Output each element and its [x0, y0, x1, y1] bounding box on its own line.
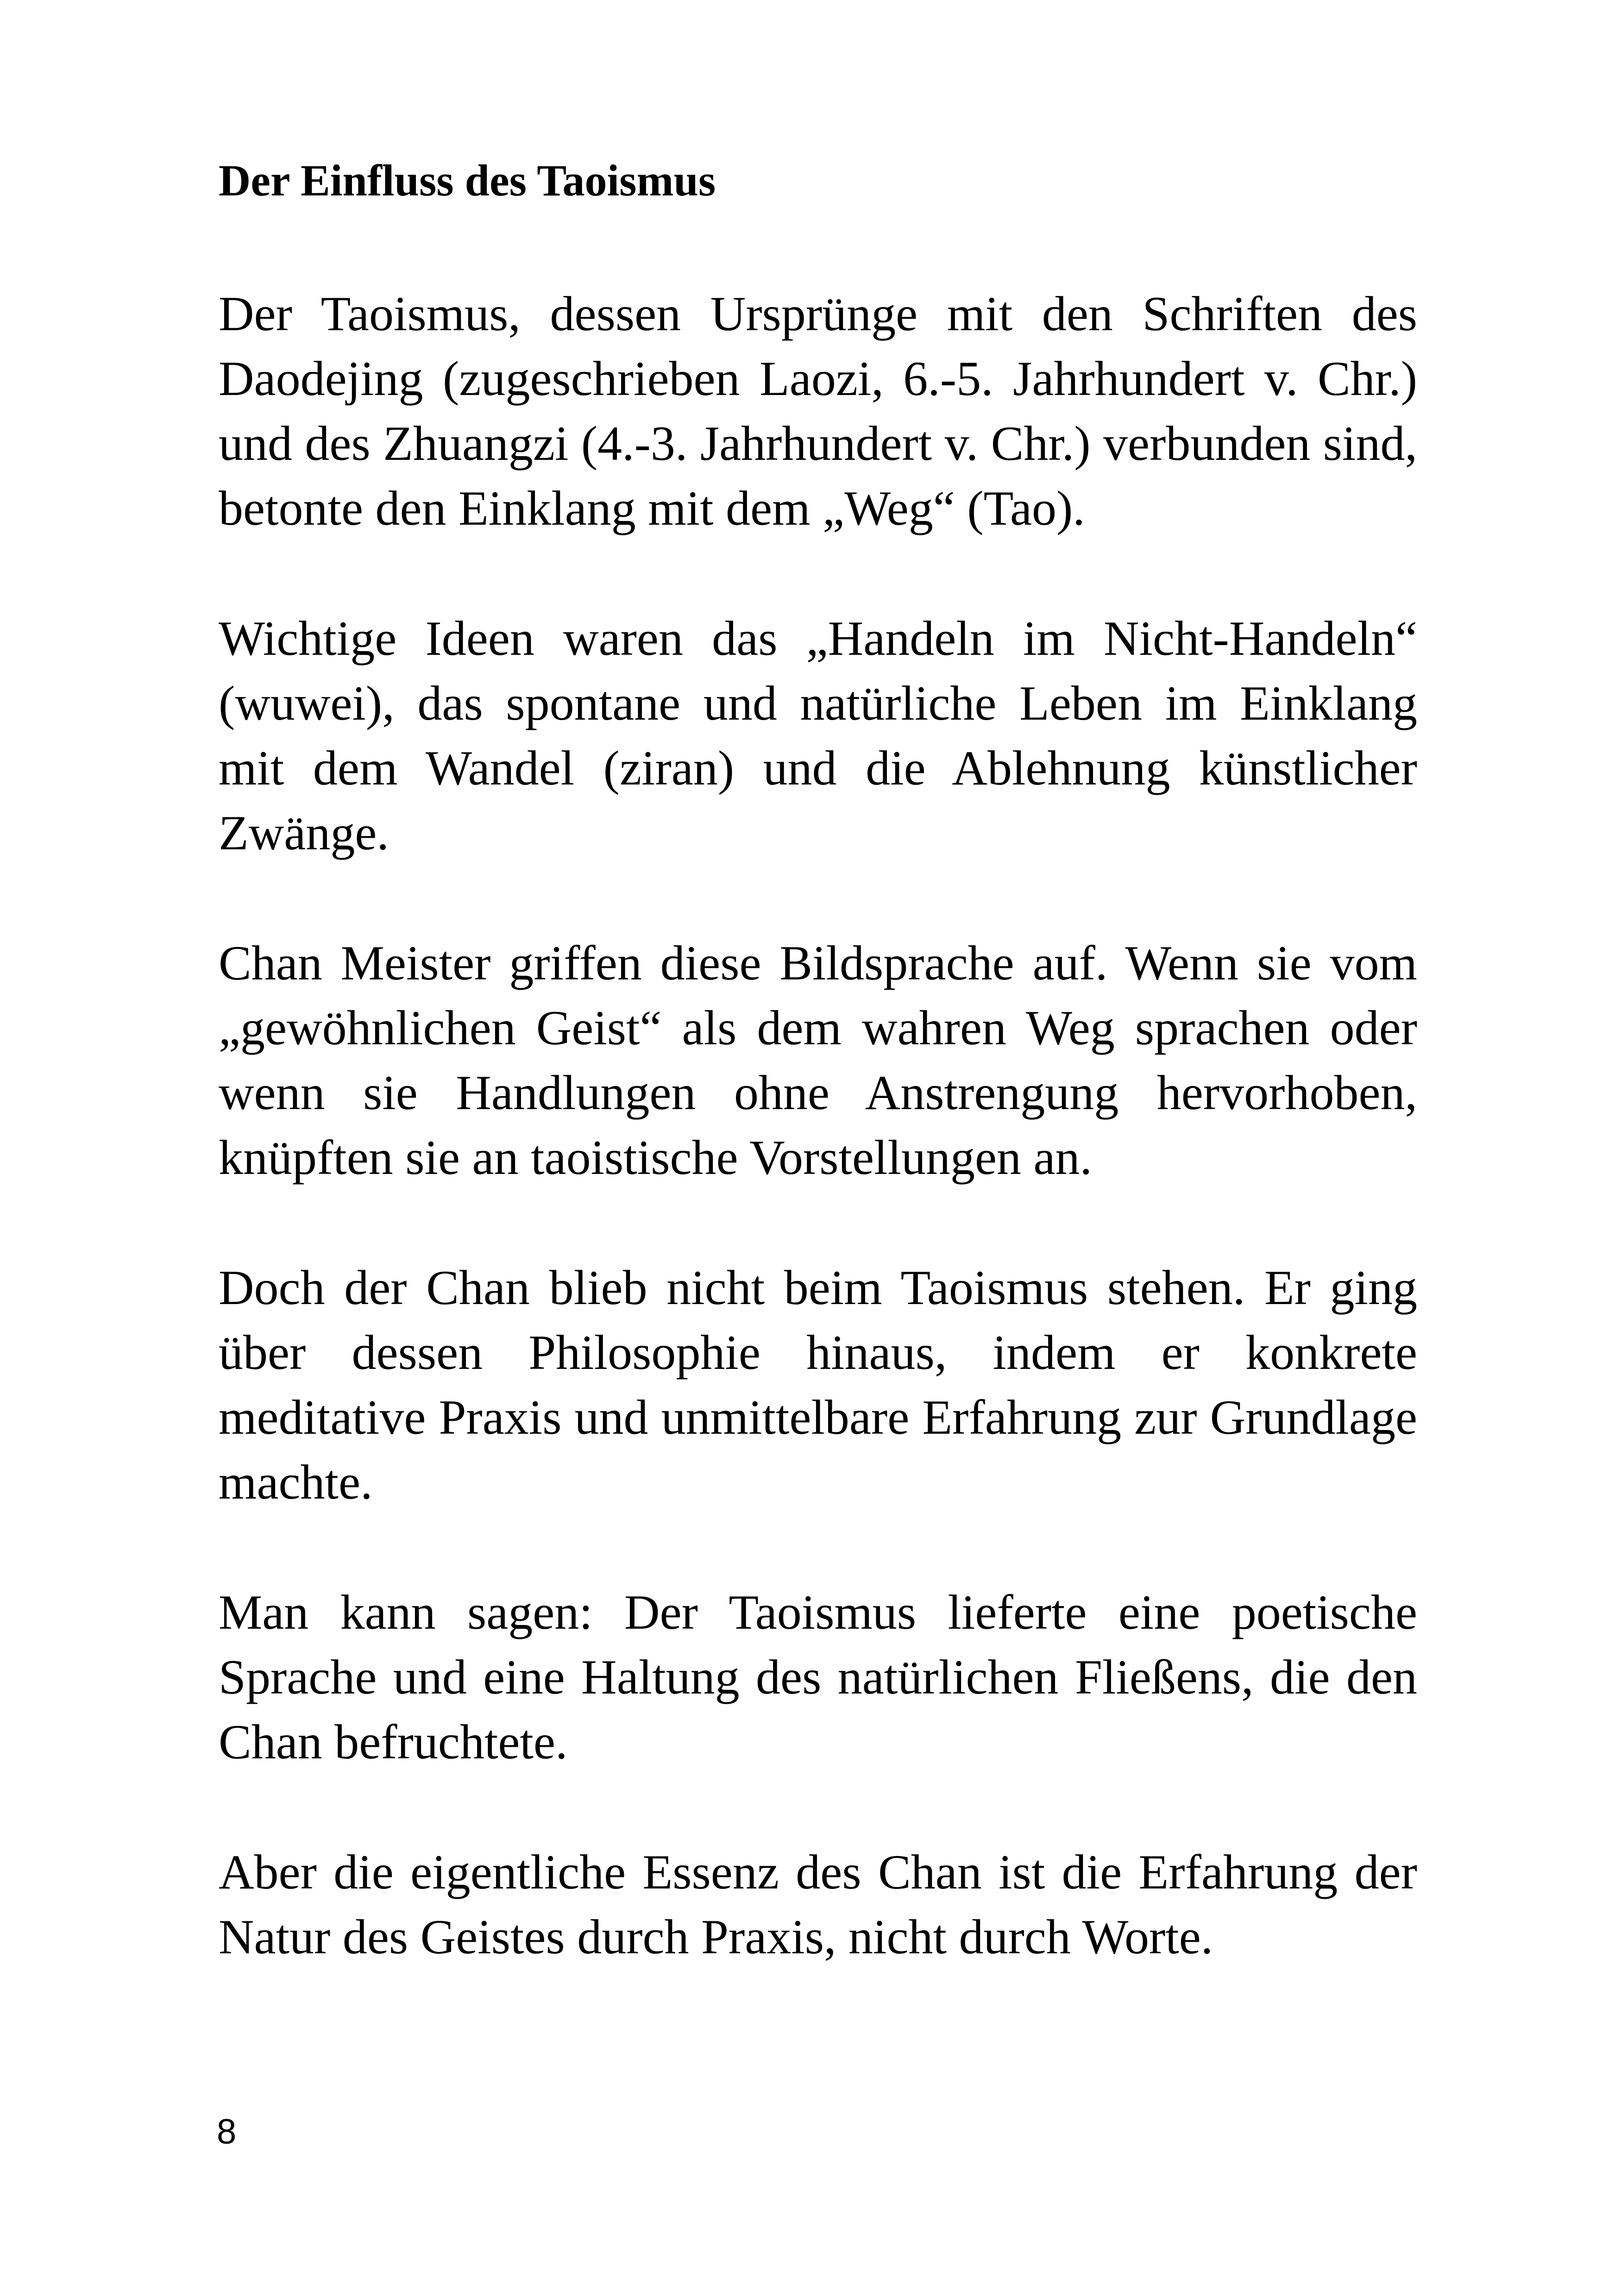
paragraph-chan-masters: Chan Meister griffen diese Bildsprache auf. Wenn sie vom „gewöhnlichen Geist“ als dem wahren Weg sprachen oder wenn sie Handlungen ohne Anstrengung hervorhoben, knüpften sie an taoistische Vorstellungen an.: [219, 936, 1417, 1185]
paragraph-origins: Der Taoismus, dessen Ursprünge mit den Schriften des Daodejing (zugeschrieben Laozi, 6.-5. Jahrhundert v. Chr.) und des Zhuangzi (4.-3. Jahrhundert v. Chr.) verbunden sind, betonte den Einklang mit dem „Weg“ (Tao).: [219, 287, 1417, 535]
document-page: [219, 153, 1417, 2035]
paragraph-essence: Aber die eigentliche Essenz des Chan ist die Erfahrung der Natur des Geistes durch Praxis, nicht durch Worte.: [219, 1845, 1417, 1964]
section-heading: Der Einfluss des Taoismus: [219, 156, 716, 205]
paragraph-ideas: Wichtige Ideen waren das „Handeln im Nicht-Handeln“ (wuwei), das spontane und natürliche Leben im Einklang mit dem Wandel (ziran) und die Ablehnung künstlicher Zwänge.: [219, 611, 1417, 860]
paragraph-beyond-taoism: Doch der Chan blieb nicht beim Taoismus stehen. Er ging über dessen Philosophie hinaus, indem er konkrete meditative Praxis und unmittelbare Erfahrung zur Grundlage machte.: [219, 1261, 1417, 1509]
paragraph-summary: Man kann sagen: Der Taoismus lieferte eine poetische Sprache und eine Haltung des natürlichen Fließens, die den Chan befruchtete.: [219, 1585, 1417, 1769]
page-number: 8: [217, 2112, 237, 2152]
